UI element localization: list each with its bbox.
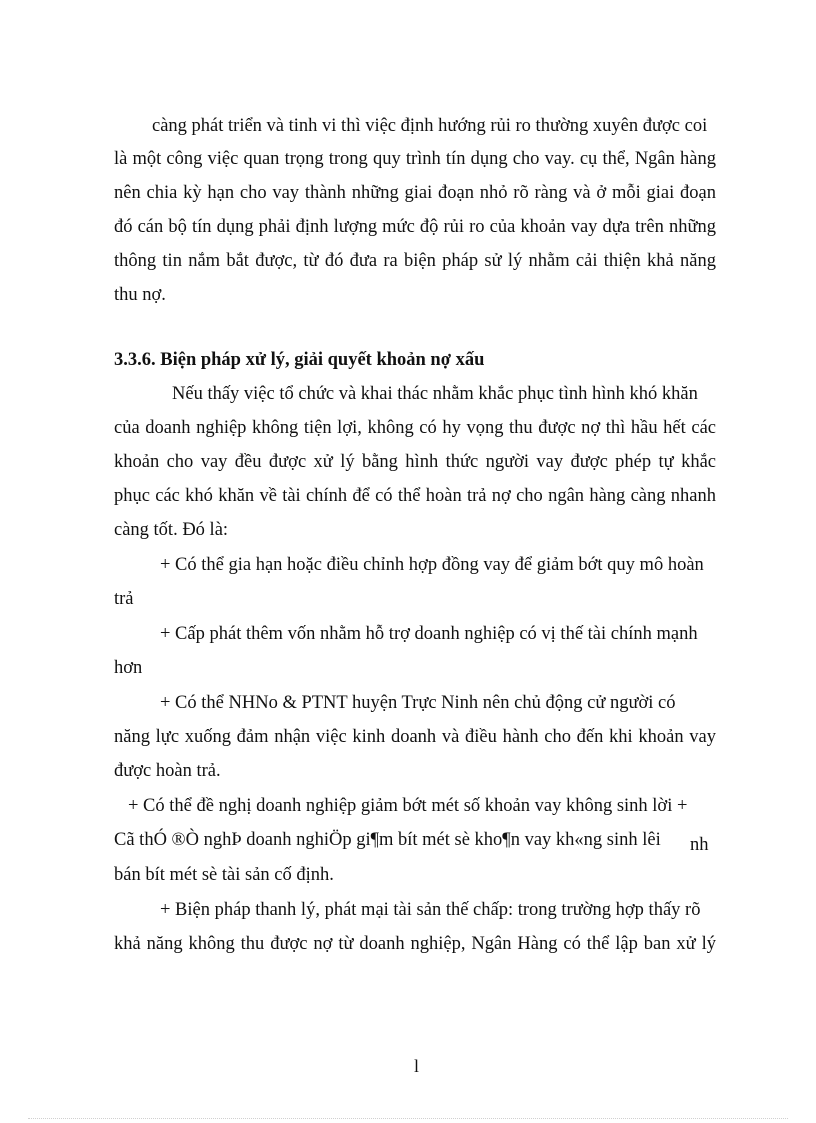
text-line: thu nợ. (114, 285, 166, 305)
text-line: bán bít mét sè tài sản cố định. (114, 865, 334, 885)
text-fragment: nh (690, 835, 709, 855)
text-line: Cã thÓ ®Ò nghÞ doanh nghiÖp gi¶m bít mét sè kho¶n vay kh«ng sinh lêi (114, 830, 661, 850)
text-line: thông tin nắm bắt được, từ đó đưa ra biện pháp sử lý nhằm cải thiện khả năng (114, 251, 716, 271)
text-line: + Cấp phát thêm vốn nhằm hỗ trợ doanh nghiệp có vị thế tài chính mạnh (160, 624, 698, 644)
section-heading: 3.3.6. Biện pháp xử lý, giải quyết khoản nợ xấu (114, 350, 485, 370)
text-line: khoản cho vay đều được xử lý bằng hình thức người vay được phép tự khắc (114, 452, 716, 472)
page-number: l (414, 1056, 420, 1076)
text-line: năng lực xuống đảm nhận việc kinh doanh và điều hành cho đến khi khoản vay (114, 727, 716, 747)
text-line: của doanh nghiệp không tiện lợi, không có hy vọng thu được nợ thì hầu hết các (114, 418, 716, 438)
text-line: trả (114, 589, 134, 609)
text-line: càng tốt. Đó là: (114, 520, 229, 540)
text-line: + Có thể NHNo & PTNT huyện Trực Ninh nên chủ động cử người có (160, 693, 676, 713)
text-line: + Có thể đề nghị doanh nghiệp giảm bớt mét số khoản vay không sinh lời + (128, 796, 688, 816)
text-line: đó cán bộ tín dụng phải định lượng mức độ rủi ro của khoản vay dựa trên những (114, 217, 716, 237)
text-line: càng phát triển và tinh vi thì việc định hướng rủi ro thường xuyên được coi (152, 116, 708, 136)
text-line: Nếu thấy việc tổ chức và khai thác nhằm khắc phục tình hình khó khăn (172, 384, 698, 404)
text-line: + Có thể gia hạn hoặc điều chỉnh hợp đồng vay để giảm bớt quy mô hoàn (160, 555, 704, 575)
text-line: nên chia kỳ hạn cho vay thành những giai đoạn nhỏ rõ ràng và ở mỗi giai đoạn (114, 183, 716, 203)
text-line: + Biện pháp thanh lý, phát mại tài sản thế chấp: trong trường hợp thấy rõ (160, 900, 701, 920)
text-line: được hoàn trả. (114, 761, 221, 781)
page-bottom-divider (28, 1118, 788, 1119)
text-line: là một công việc quan trọng trong quy trình tín dụng cho vay. cụ thể, Ngân hàng (114, 149, 716, 169)
text-line: phục các khó khăn về tài chính để có thể hoàn trả nợ cho ngân hàng càng nhanh (114, 486, 716, 506)
text-line: hơn (114, 658, 143, 678)
text-line: khả năng không thu được nợ từ doanh nghiệp, Ngân Hàng có thể lập ban xử lý (114, 934, 716, 954)
